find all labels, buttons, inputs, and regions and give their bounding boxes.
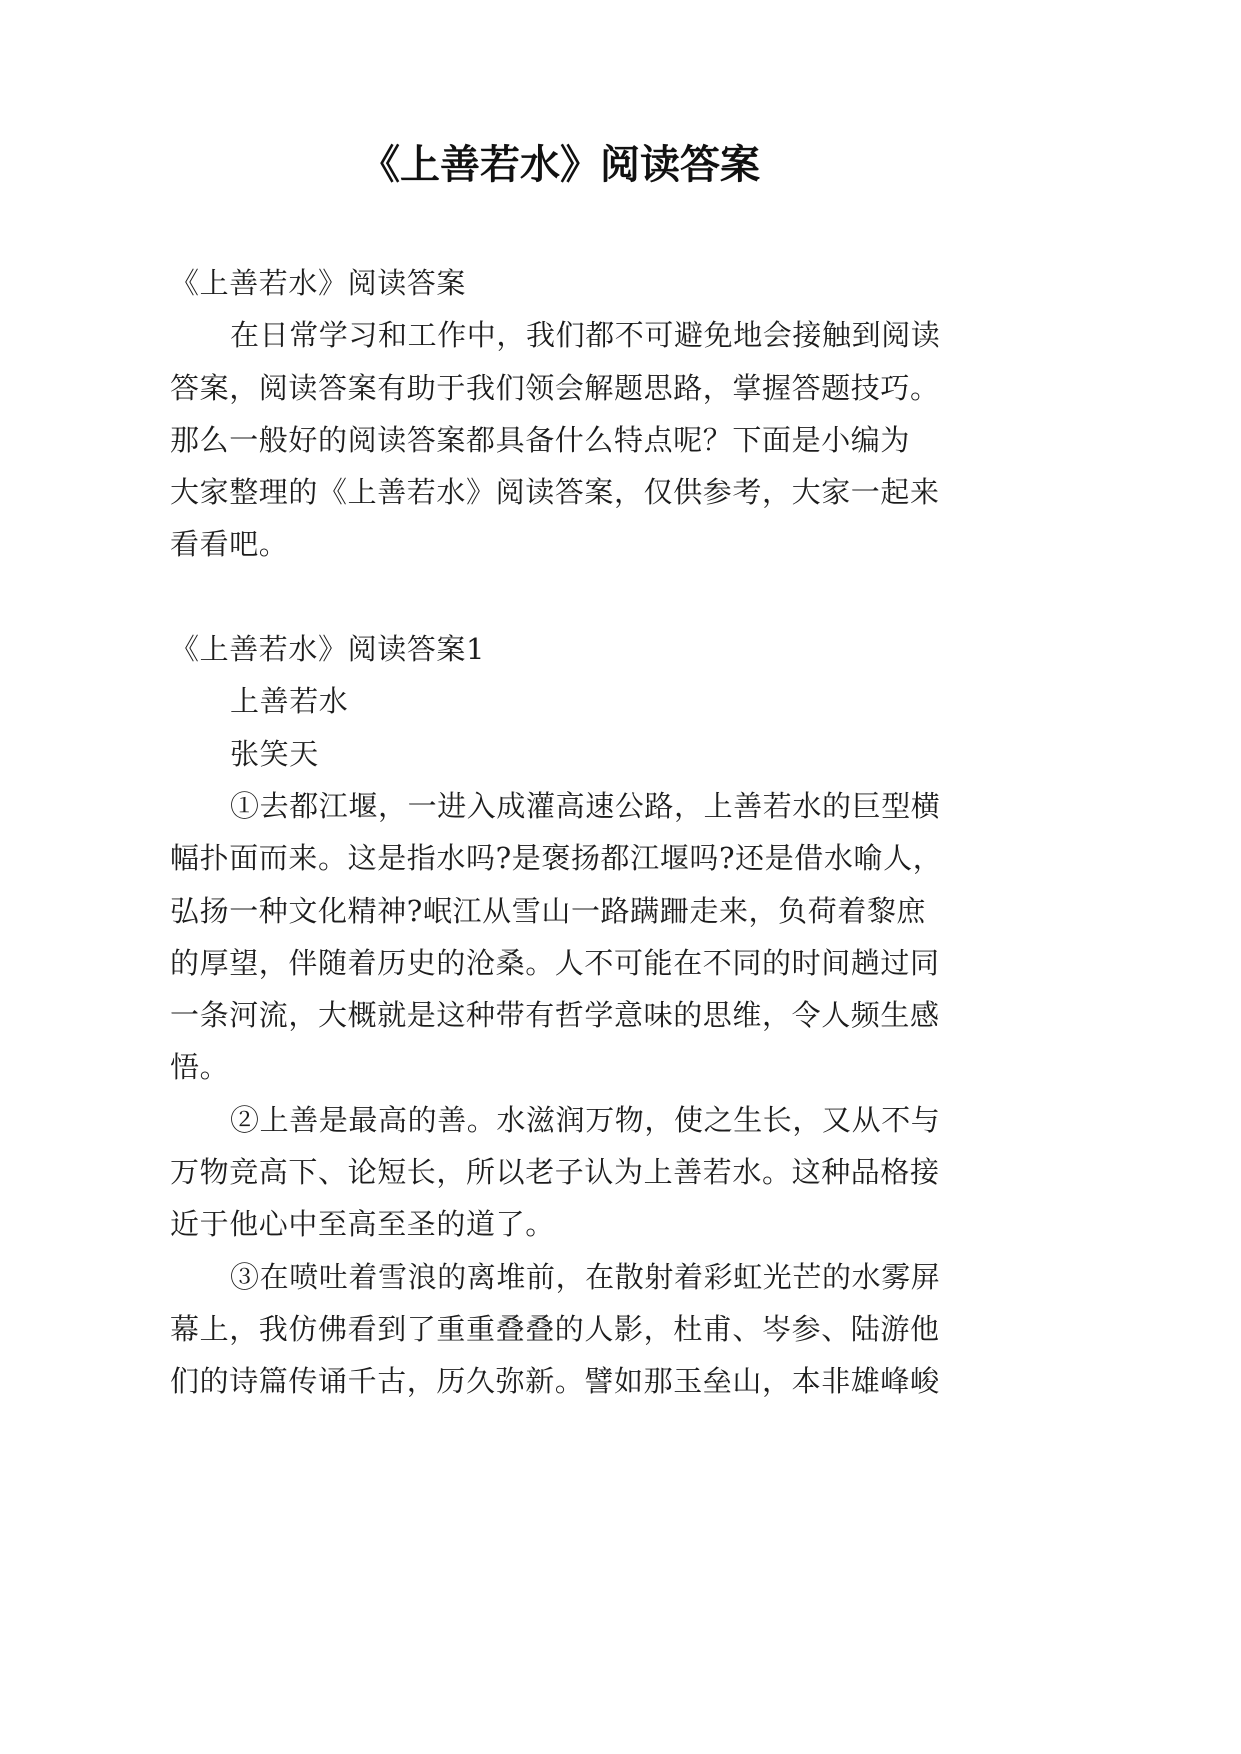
section-heading: 《上善若水》阅读答案1 xyxy=(170,632,486,667)
document-title: 《上善若水》阅读答案 xyxy=(360,142,760,188)
paragraph-line: 一条河流，大概就是这种带有哲学意味的思维，令人频生感 xyxy=(170,998,940,1033)
blank-line xyxy=(170,571,970,623)
essay-paragraph-2 xyxy=(170,1094,970,1251)
paragraph-line: 在日常学习和工作中，我们都不可避免地会接触到阅读 xyxy=(230,318,941,353)
paragraph-line: 幕上，我仿佛看到了重重叠叠的人影，杜甫、岑参、陆游他 xyxy=(170,1311,940,1346)
essay-paragraph-1 xyxy=(170,780,970,1094)
paragraph-line: 悟。 xyxy=(170,1050,230,1085)
paragraph-line: 万物竞高下、论短长，所以老子认为上善若水。这种品格接 xyxy=(170,1155,940,1190)
intro-paragraph xyxy=(170,309,970,570)
paragraph-line: 看看吧。 xyxy=(170,527,289,562)
paragraph-line: 弘扬一种文化精神?岷江从雪山一路蹒跚走来，负荷着黎庶 xyxy=(170,893,927,928)
paragraph-line: 近于他心中至高至圣的道了。 xyxy=(170,1207,555,1242)
paragraph-line: ③在喷吐着雪浪的离堆前，在散射着彩虹光芒的水雾屏 xyxy=(230,1259,941,1294)
paragraph-line: ①去都江堰，一进入成灌高速公路，上善若水的巨型横 xyxy=(230,788,941,823)
paragraph-line: 幅扑面而来。这是指水吗?是褒扬都江堰吗?还是借水喻人， xyxy=(170,841,943,876)
paragraph-line: 大家整理的《上善若水》阅读答案，仅供参考，大家一起来 xyxy=(170,475,940,510)
essay-paragraph-3 xyxy=(170,1251,970,1408)
paragraph-line: 答案，阅读答案有助于我们领会解题思路，掌握答题技巧。 xyxy=(170,370,940,405)
essay-title: 上善若水 xyxy=(230,684,349,719)
intro-heading: 《上善若水》阅读答案 xyxy=(170,266,467,300)
paragraph-line: 的厚望，伴随着历史的沧桑。人不可能在不同的时间趟过同 xyxy=(170,945,940,980)
essay-author: 张笑天 xyxy=(230,736,319,771)
paragraph-line: 们的诗篇传诵千古，历久弥新。譬如那玉垒山，本非雄峰峻 xyxy=(170,1364,940,1399)
document-body xyxy=(170,257,970,1408)
paragraph-line: 那么一般好的阅读答案都具备什么特点呢？下面是小编为 xyxy=(170,422,911,457)
paragraph-line: ②上善是最高的善。水滋润万物，使之生长，又从不与 xyxy=(230,1102,941,1137)
